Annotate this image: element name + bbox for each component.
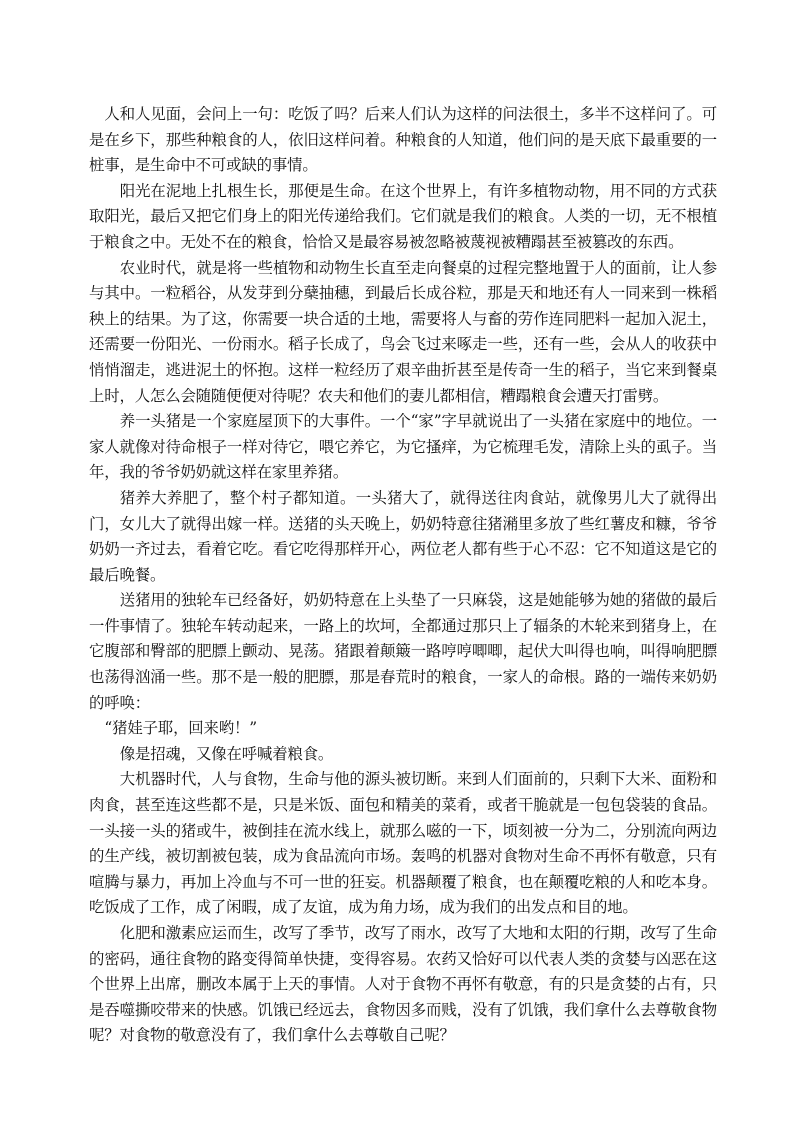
- article-body: [89, 102, 717, 1049]
- paragraph-8: 像是招魂，又像在呼喊着粮食。: [119, 744, 334, 763]
- paragraph-9: 大机器时代，人与食物，生命与他的源头被切断。来到人们面前的，只剩下大米、面粉和肉食，甚至连这些都不是，只是米饭、面包和精美的菜肴，或者干脆就是一包包袋装的食品。一头接一头的猪或牛，被倒挂在流水线上，就那么嗞的一下，顷刻被一分为二，分别流向两边的生产线，被切割被包装，成为食品流向市场。轰鸣的机器对食物对生命不再怀有敬意，只有喧腾与暴力，再加上冷血与不可一世的狂妄。机器颠覆了粮食，也在颠覆吃粮的人和吃本身。吃饭成了工作，成了闲暇，成了友谊，成为角力场，成为我们的出发点和目的地。: [89, 770, 717, 917]
- paragraph-5: 猪养大养肥了，整个村子都知道。一头猪大了，就得送往肉食站，就像男儿大了就得出门，女儿大了就得出嫁一样。送猪的头天晚上，奶奶特意往猪潲里多放了些红薯皮和糠，爷爷奶奶一齐过去，看着它吃。看它吃得那样开心，两位老人都有些于心不忍：它不知道这是它的最后晚餐。: [89, 488, 717, 584]
- paragraph-1: 人和人见面，会问上一句：吃饭了吗？后来人们认为这样的问法很土，多半不这样问了。可是在乡下，那些种粮食的人，依旧这样问着。种粮食的人知道，他们问的是天底下最重要的一桩事，是生命中不可或缺的事情。: [89, 105, 717, 175]
- paragraph-3: 农业时代，就是将一些植物和动物生长直至走向餐桌的过程完整地置于人的面前，让人参与其中。一粒稻谷，从发芽到分蘖抽穗，到最后长成谷粒，那是天和地还有人一同来到一株稻秧上的结果。为了这，你需要一块合适的土地，需要将人与畜的劳作连同肥料一起加入泥土，还需要一份阳光、一份雨水。稻子长成了，鸟会飞过来啄走一些，还有一些，会从人的收获中悄悄溜走，逃进泥土的怀抱。这样一粒经历了艰辛曲折甚至是传奇一生的稻子，当它来到餐桌上时，人怎么会随随便便对待呢？农夫和他们的妻儿都相信，糟蹋粮食会遭天打雷劈。: [89, 258, 717, 405]
- paragraph-4: 养一头猪是一个家庭屋顶下的大事件。一个“家”字早就说出了一头猪在家庭中的地位。一家人就像对待命根子一样对待它，喂它养它，为它搔痒，为它梳理毛发，清除上头的虱子。当年，我的爷爷奶奶就这样在家里养猪。: [89, 412, 717, 482]
- quote-line: “猪娃子耶，回来哟！”: [104, 719, 257, 738]
- paragraph-2: 阳光在泥地上扎根生长，那便是生命。在这个世界上，有许多植物动物，用不同的方式获取阳光，最后又把它们身上的阳光传递给我们。它们就是我们的粮食。人类的一切，无不根植于粮食之中。无处不在的粮食，恰恰又是最容易被忽略被蔑视被糟蹋甚至被篡改的东西。: [89, 181, 717, 251]
- paragraph-10: 化肥和激素应运而生，改写了季节，改写了雨水，改写了大地和太阳的行期，改写了生命的密码，通往食物的路变得简单快捷，变得容易。农药又恰好可以代表人类的贪婪与凶恶在这个世界上出席，删改本属于上天的事情。人对于食物不再怀有敬意，有的只是贪婪的占有，只是吞噬撕咬带来的快感。饥饿已经远去，食物因多而贱，没有了饥饿，我们拿什么去尊敬食物呢？对食物的敬意没有了，我们拿什么去尊敬自己呢？: [89, 924, 717, 1045]
- paragraph-6: 送猪用的独轮车已经备好，奶奶特意在上头垫了一只麻袋，这是她能够为她的猪做的最后一件事情了。独轮车转动起来，一路上的坎坷，全都通过那只上了辐条的木轮来到猪身上，在它腹部和臀部的肥膘上颤动、晃荡。猪跟着颠簸一路哼哼唧唧，起伏大叫得也响，叫得响肥膘也荡得汹涌一些。那不是一般的肥膘，那是春荒时的粮食，一家人的命根。路的一端传来奶奶的呼唤：: [89, 591, 717, 712]
